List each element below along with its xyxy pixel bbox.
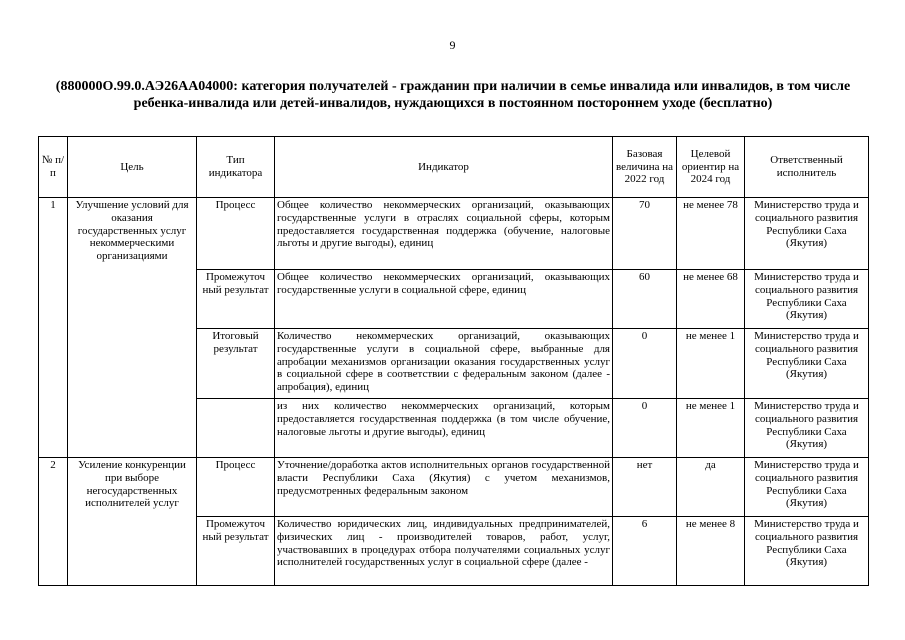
target-value: не менее 78 bbox=[677, 198, 745, 270]
indicator-type bbox=[197, 399, 275, 458]
base-value: 70 bbox=[613, 198, 677, 270]
indicator-type: Промежуточ ный результат bbox=[197, 517, 275, 586]
base-value: 6 bbox=[613, 517, 677, 586]
base-value: 0 bbox=[613, 399, 677, 458]
table-row bbox=[39, 198, 869, 270]
header-num: № п/п bbox=[39, 137, 68, 198]
indicator-text: Количество юридических лиц, индивидуальных предпринимателей, физических лиц - производителей товаров, работ, услуг, участвовавших в процедурах отбора получателями социальных услуг исполнителей государственных услуг в социальной сфере (далее - bbox=[277, 518, 610, 569]
table-header-row bbox=[39, 137, 869, 198]
header-base: Базовая величина на 2022 год bbox=[613, 137, 677, 198]
indicator-type: Процесс bbox=[197, 458, 275, 517]
target-value: не менее 8 bbox=[677, 517, 745, 586]
indicator-text: Уточнение/доработка актов исполнительных органов государственной власти Республики Саха (Якутия) с учетом механизмов, предусмотренных федеральным законом bbox=[275, 458, 613, 517]
header-type: Тип индикатора bbox=[197, 137, 275, 198]
target-value: не менее 1 bbox=[677, 399, 745, 458]
table-row bbox=[39, 458, 869, 517]
target-value: не менее 1 bbox=[677, 329, 745, 399]
responsible-executor: Министерство труда и социального развития Республики Саха (Якутия) bbox=[745, 517, 869, 586]
indicators-table bbox=[38, 136, 869, 586]
indicator-type: Процесс bbox=[197, 198, 275, 270]
header-indicator: Индикатор bbox=[275, 137, 613, 198]
target-value: не менее 68 bbox=[677, 270, 745, 329]
indicator-type: Итоговый результат bbox=[197, 329, 275, 399]
responsible-executor: Министерство труда и социального развития Республики Саха (Якутия) bbox=[745, 198, 869, 270]
row-number: 1 bbox=[39, 198, 68, 458]
indicator-cell bbox=[275, 517, 613, 586]
base-value: нет bbox=[613, 458, 677, 517]
indicator-text: Общее количество некоммерческих организаций, оказывающих государственные услуги в отраслях социальной сферы, которым предоставляется государственная поддержка (обучение, налоговые льготы и другие выгоды), единиц bbox=[275, 198, 613, 270]
row-number: 2 bbox=[39, 458, 68, 586]
indicator-text: Количество некоммерческих организаций, оказывающих государственные услуги в социальной сфере, выбранные для апробации механизмов организации оказания государственных услуг в социальной сфере в соответствии с федеральным законом (далее - апробация), единиц bbox=[275, 329, 613, 399]
indicator-type: Промежуточ ный результат bbox=[197, 270, 275, 329]
indicator-text: Общее количество некоммерческих организаций, оказывающих государственные услуги в социальной сфере, единиц bbox=[275, 270, 613, 329]
responsible-executor: Министерство труда и социального развития Республики Саха (Якутия) bbox=[745, 458, 869, 517]
header-target: Целевой ориентир на 2024 год bbox=[677, 137, 745, 198]
target-value: да bbox=[677, 458, 745, 517]
indicator-text: из них количество некоммерческих организаций, которым предоставляется государственная поддержка (в том числе обучение, налоговые льготы и другие выгоды), единиц bbox=[275, 399, 613, 458]
header-responsible: Ответственный исполнитель bbox=[745, 137, 869, 198]
responsible-executor: Министерство труда и социального развития Республики Саха (Якутия) bbox=[745, 399, 869, 458]
base-value: 60 bbox=[613, 270, 677, 329]
goal-cell: Усиление конкуренции при выборе негосударственных исполнителей услуг bbox=[68, 458, 197, 586]
goal-cell: Улучшение условий для оказания государственных услуг некоммерческими организациями bbox=[68, 198, 197, 458]
section-title: (880000О.99.0.АЭ26АА04000: категория получателей - гражданин при наличии в семье инвалида или инвалидов, в том числе ребенка-инвалида или детей-инвалидов, нуждающихся в постоянном постороннем уходе (бесплатно) bbox=[55, 79, 851, 111]
header-goal: Цель bbox=[68, 137, 197, 198]
base-value: 0 bbox=[613, 329, 677, 399]
responsible-executor: Министерство труда и социального развития Республики Саха (Якутия) bbox=[745, 270, 869, 329]
page-number: 9 bbox=[449, 38, 456, 52]
responsible-executor: Министерство труда и социального развития Республики Саха (Якутия) bbox=[745, 329, 869, 399]
